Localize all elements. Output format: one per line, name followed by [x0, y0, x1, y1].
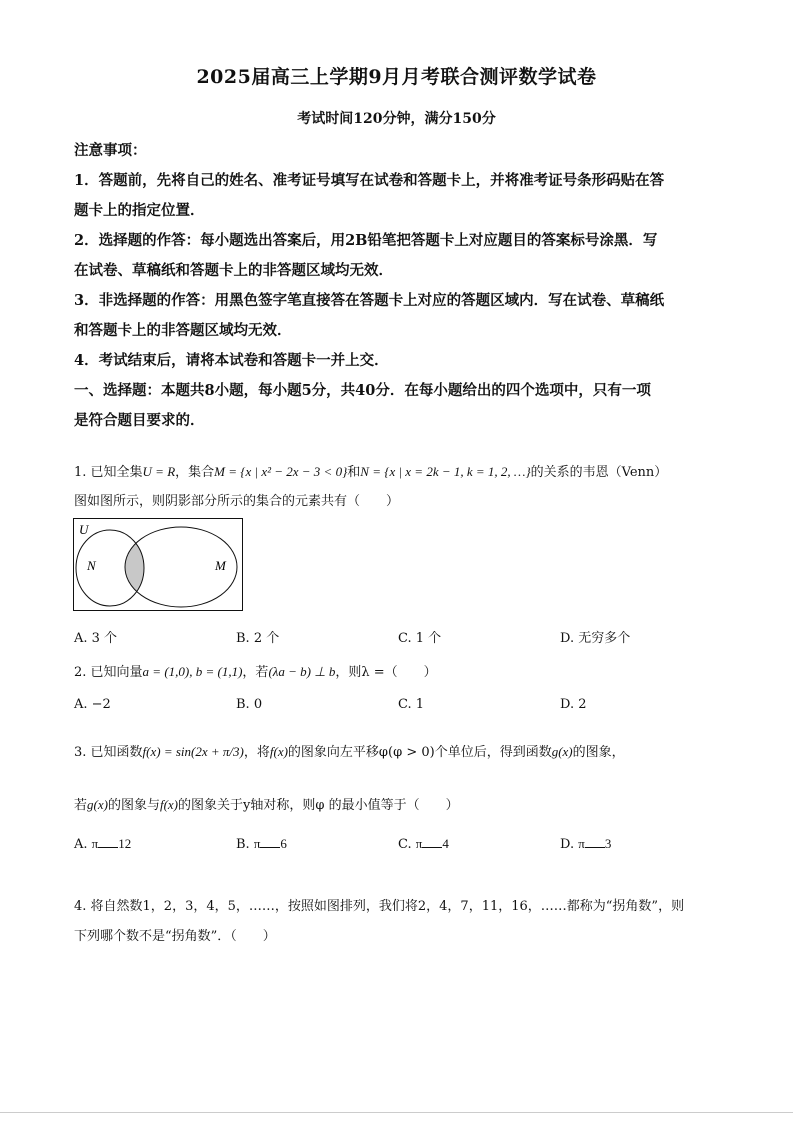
q3-function: f(x) = sin(2x + π/3)	[142, 744, 244, 759]
fraction-den: 6	[280, 836, 287, 851]
fraction-den: 3	[604, 836, 612, 851]
option-fraction	[254, 836, 287, 852]
fraction-bar	[98, 847, 118, 848]
q1-text: 的关系的韦恩（Venn）	[530, 465, 668, 480]
q2-options	[74, 697, 734, 712]
question-4-line1: 4. 将自然数1，2，3，4，5，……，按照如图排列，我们将2，4，7，11，16，……都称为“拐角数”，则	[74, 899, 685, 914]
q2-option-c[interactable]: C. 1	[398, 697, 425, 712]
notes-line: 在试卷、草稿纸和答题卡上的非答题区域均无效．	[74, 262, 393, 279]
page-bottom-divider	[0, 1112, 793, 1113]
fraction-den: 4	[442, 836, 449, 851]
notes-block	[74, 136, 724, 436]
q3-text: 3. 已知函数	[74, 745, 143, 760]
notes-line: 2．选择题的作答：每小题选出答案后，用2B铅笔把答题卡上对应题目的答案标号涂黑．写	[74, 232, 658, 249]
fraction-num: π	[578, 836, 585, 851]
q3-options	[74, 836, 734, 852]
q3-text: ，将	[243, 745, 270, 760]
label-n: N	[87, 558, 96, 573]
q3-option-d[interactable]	[560, 836, 722, 852]
q3-f: f(x)	[269, 744, 288, 759]
q1-option-b[interactable]: B. 2 个	[236, 631, 280, 646]
q2-option-a[interactable]: A. −2	[74, 697, 111, 712]
fraction-den: 12	[118, 836, 132, 851]
label-m: M	[215, 558, 226, 573]
q1-universe: U = R	[142, 464, 176, 479]
exam-duration-subtitle: 考试时间120分钟，满分150分	[297, 111, 496, 127]
q3-text: 的图象向左平移φ(φ > 0)个单位后，得到函数	[287, 745, 552, 760]
q2-condition: (λa − b) ⊥ b	[268, 664, 336, 679]
q2-text: ，则λ =（ ）	[335, 665, 437, 680]
q3-g: g(x)	[87, 797, 108, 812]
q3-g: g(x)	[551, 744, 573, 759]
label-u: U	[79, 522, 89, 537]
q1-option-a[interactable]: A. 3 个	[74, 631, 118, 646]
q1-text: 1. 已知全集	[74, 465, 143, 480]
q2-option-d[interactable]: D. 2	[560, 697, 587, 712]
notes-line: 3．非选择题的作答：用黑色签字笔直接答在答题卡上对应的答题区域内．写在试卷、草稿纸	[74, 292, 665, 309]
notes-line: 题卡上的指定位置．	[74, 202, 205, 219]
q3-text: 的图象关于y轴对称，则φ 的最小值等于（ ）	[178, 798, 459, 813]
notes-line: 1．答题前，先将自己的姓名、准考证号填写在试卷和答题卡上，并将准考证号条形码贴在答	[74, 172, 665, 189]
option-label: A.	[74, 836, 88, 852]
notes-heading: 注意事项：	[74, 142, 147, 159]
q2-text: ，若	[242, 665, 269, 680]
q2-text: 2. 已知向量	[74, 665, 143, 680]
section-heading: 一、选择题：本题共8小题，每小题5分，共40分．在每小题给出的四个选项中，只有一项	[74, 382, 651, 399]
q1-text: 和	[347, 465, 361, 480]
fraction-bar	[260, 847, 280, 848]
option-label: B.	[236, 836, 250, 852]
option-fraction	[416, 836, 449, 852]
question-3-line1	[74, 742, 734, 763]
question-4-line2: 下列哪个数不是“拐角数”．（ ）	[74, 929, 276, 944]
option-fraction	[92, 836, 132, 852]
q1-options	[74, 627, 734, 646]
q1-option-d[interactable]: D. 无穷多个	[560, 631, 631, 646]
notes-line: 和答题卡上的非答题区域均无效．	[74, 322, 292, 339]
venn-diagram	[73, 518, 245, 612]
q3-option-b[interactable]	[236, 836, 398, 852]
q1-text: ，集合	[175, 465, 215, 480]
q3-text: 的图象，	[572, 745, 625, 760]
q3-text: 若	[74, 798, 88, 813]
section-heading-cont: 是符合题目要求的．	[74, 412, 205, 429]
q2-option-b[interactable]: B. 0	[236, 697, 263, 712]
page-title: 2025届高三上学期9月月考联合测评数学试卷	[196, 66, 597, 88]
question-3-line2	[74, 795, 734, 816]
option-label: D.	[560, 836, 575, 852]
q1-option-c[interactable]: C. 1 个	[398, 631, 442, 646]
fraction-num: π	[415, 836, 423, 851]
q2-vectors: a = (1,0), b = (1,1)	[142, 664, 243, 679]
q3-text: 的图象与	[107, 798, 160, 813]
q3-f: f(x)	[159, 797, 179, 812]
option-fraction	[578, 836, 611, 852]
question-1-line2: 图如图所示，则阴影部分所示的集合的元素共有（ ）	[74, 494, 400, 509]
option-label: C.	[398, 836, 412, 852]
fraction-bar	[585, 847, 605, 848]
notes-line: 4．考试结束后，请将本试卷和答题卡一并上交．	[74, 352, 389, 369]
fraction-num: π	[91, 836, 99, 851]
q3-option-a[interactable]	[74, 836, 236, 852]
q1-set-m: M = {x | x² − 2x − 3 < 0}	[214, 464, 348, 479]
question-2	[74, 662, 734, 683]
fraction-num: π	[253, 836, 261, 851]
q1-set-n: N = {x | x = 2k − 1, k = 1, 2, …}	[360, 464, 531, 479]
q3-option-c[interactable]	[398, 836, 560, 852]
fraction-bar	[422, 847, 442, 848]
question-1-line1	[74, 462, 734, 483]
